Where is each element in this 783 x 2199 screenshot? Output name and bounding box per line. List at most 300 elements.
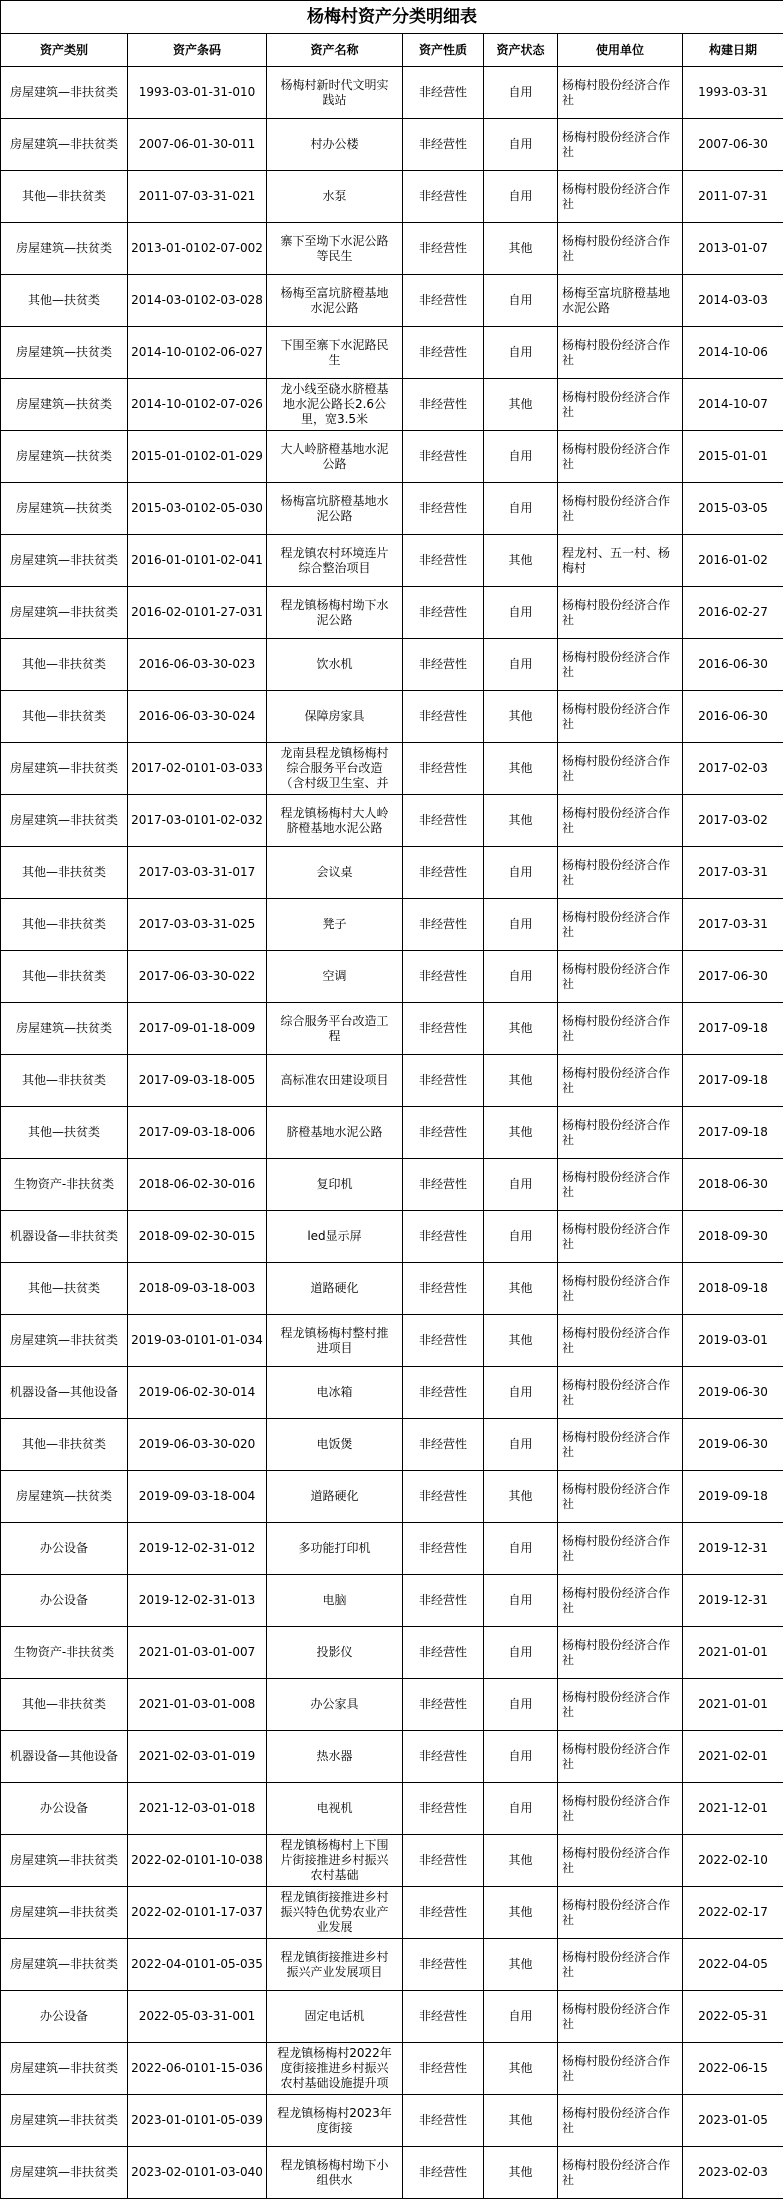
cell-status: 自用 [484,1731,558,1783]
cell-unit: 杨梅村股份经济合作社 [558,1679,683,1731]
table-row[interactable] [1,2043,783,2095]
table-row[interactable] [1,431,783,483]
cell-category: 其他—非扶贫类 [1,951,128,1003]
cell-name: 下围至寨下水泥路民生 [267,327,403,379]
cell-name: 饮水机 [267,639,403,691]
table-row[interactable] [1,1835,783,1887]
cell-unit: 杨梅村股份经济合作社 [558,847,683,899]
cell-status: 其他 [484,691,558,743]
cell-unit: 杨梅村股份经济合作社 [558,1471,683,1523]
cell-name: 电冰箱 [267,1367,403,1419]
cell-date: 2019-12-31 [683,1523,783,1575]
cell-category: 房屋建筑—非扶贫类 [1,1315,128,1367]
cell-category: 办公设备 [1,1523,128,1575]
cell-nature: 非经营性 [403,2043,484,2095]
cell-barcode: 2014-10-0102-06-027 [128,327,267,379]
cell-name: 电脑 [267,1575,403,1627]
cell-date: 2021-01-01 [683,1679,783,1731]
cell-status: 自用 [484,275,558,327]
cell-nature: 非经营性 [403,1055,484,1107]
table-row[interactable] [1,1471,783,1523]
cell-unit: 杨梅村股份经济合作社 [558,327,683,379]
cell-barcode: 2016-06-03-30-023 [128,639,267,691]
cell-nature: 非经营性 [403,1627,484,1679]
cell-name: 程龙镇杨梅村大人岭脐橙基地水泥公路 [267,795,403,847]
cell-date: 2017-09-18 [683,1107,783,1159]
cell-name: 凳子 [267,899,403,951]
cell-unit: 杨梅村股份经济合作社 [558,1003,683,1055]
column-header-status[interactable]: 资产状态 [484,34,558,67]
cell-name: 电饭煲 [267,1419,403,1471]
cell-date: 2023-01-05 [683,2095,783,2147]
cell-unit: 杨梅村股份经济合作社 [558,1367,683,1419]
cell-nature: 非经营性 [403,1523,484,1575]
cell-barcode: 2011-07-03-31-021 [128,171,267,223]
column-header-barcode[interactable]: 资产条码 [128,34,267,67]
table-row[interactable] [1,1419,783,1471]
table-row[interactable] [1,1211,783,1263]
cell-name: 程龙镇街接推进乡村振兴产业发展项目 [267,1939,403,1991]
cell-category: 房屋建筑—非扶贫类 [1,1835,128,1887]
table-row[interactable] [1,1783,783,1835]
cell-name: 程龙镇杨梅村整村推进项目 [267,1315,403,1367]
cell-barcode: 2016-02-0101-27-031 [128,587,267,639]
cell-date: 2019-06-30 [683,1419,783,1471]
cell-status: 其他 [484,2147,558,2199]
cell-barcode: 2021-12-03-01-018 [128,1783,267,1835]
cell-nature: 非经营性 [403,1575,484,1627]
cell-barcode: 2022-02-0101-10-038 [128,1835,267,1887]
cell-barcode: 2014-03-0102-03-028 [128,275,267,327]
cell-nature: 非经营性 [403,587,484,639]
cell-category: 房屋建筑—非扶贫类 [1,1939,128,1991]
cell-nature: 非经营性 [403,639,484,691]
cell-unit: 杨梅村股份经济合作社 [558,1835,683,1887]
cell-category: 房屋建筑—非扶贫类 [1,795,128,847]
cell-category: 房屋建筑—非扶贫类 [1,2043,128,2095]
cell-barcode: 2017-02-0101-03-033 [128,743,267,795]
cell-nature: 非经营性 [403,1887,484,1939]
cell-name: led显示屏 [267,1211,403,1263]
cell-unit: 杨梅村股份经济合作社 [558,2043,683,2095]
cell-unit: 杨梅村股份经济合作社 [558,431,683,483]
cell-unit: 杨梅村股份经济合作社 [558,1055,683,1107]
cell-category: 生物资产-非扶贫类 [1,1159,128,1211]
cell-status: 自用 [484,327,558,379]
cell-date: 2019-03-01 [683,1315,783,1367]
cell-name: 杨梅村新时代文明实践站 [267,67,403,119]
cell-category: 房屋建筑—扶贫类 [1,1003,128,1055]
table-row[interactable] [1,743,783,795]
cell-unit: 杨梅村股份经济合作社 [558,1991,683,2043]
cell-nature: 非经营性 [403,743,484,795]
cell-nature: 非经营性 [403,67,484,119]
table-row[interactable] [1,327,783,379]
cell-date: 2017-03-02 [683,795,783,847]
cell-status: 其他 [484,795,558,847]
cell-status: 自用 [484,1991,558,2043]
cell-unit: 杨梅村股份经济合作社 [558,1159,683,1211]
cell-unit: 杨梅村股份经济合作社 [558,1263,683,1315]
cell-date: 2014-10-06 [683,327,783,379]
table-row[interactable] [1,483,783,535]
cell-category: 房屋建筑—非扶贫类 [1,587,128,639]
cell-date: 2015-01-01 [683,431,783,483]
cell-status: 其他 [484,1939,558,1991]
cell-barcode: 2016-01-0101-02-041 [128,535,267,587]
cell-category: 生物资产-非扶贫类 [1,1627,128,1679]
table-row[interactable] [1,171,783,223]
cell-category: 办公设备 [1,1783,128,1835]
cell-name: 热水器 [267,1731,403,1783]
cell-nature: 非经营性 [403,535,484,587]
table-row[interactable] [1,1887,783,1939]
cell-barcode: 2015-03-0102-05-030 [128,483,267,535]
cell-nature: 非经营性 [403,951,484,1003]
table-row[interactable] [1,1627,783,1679]
cell-barcode: 2021-01-03-01-007 [128,1627,267,1679]
cell-barcode: 2014-10-0102-07-026 [128,379,267,431]
cell-name: 会议桌 [267,847,403,899]
cell-nature: 非经营性 [403,2095,484,2147]
table-row[interactable] [1,67,783,119]
cell-date: 2013-01-07 [683,223,783,275]
cell-unit: 杨梅村股份经济合作社 [558,1523,683,1575]
cell-date: 2017-06-30 [683,951,783,1003]
cell-category: 房屋建筑—扶贫类 [1,1471,128,1523]
cell-unit: 杨梅村股份经济合作社 [558,483,683,535]
cell-unit: 杨梅村股份经济合作社 [558,1627,683,1679]
cell-date: 2023-02-03 [683,2147,783,2199]
column-header-date[interactable]: 构建日期 [683,34,783,67]
cell-name: 寨下至坳下水泥公路等民生 [267,223,403,275]
cell-status: 其他 [484,1471,558,1523]
cell-barcode: 2015-01-0102-01-029 [128,431,267,483]
cell-status: 其他 [484,1835,558,1887]
cell-unit: 杨梅村股份经济合作社 [558,1939,683,1991]
cell-barcode: 2017-09-01-18-009 [128,1003,267,1055]
cell-nature: 非经营性 [403,223,484,275]
cell-category: 其他—非扶贫类 [1,171,128,223]
cell-barcode: 2019-06-03-30-020 [128,1419,267,1471]
cell-status: 其他 [484,2095,558,2147]
table-row[interactable] [1,587,783,639]
cell-name: 水泵 [267,171,403,223]
cell-barcode: 2019-09-03-18-004 [128,1471,267,1523]
cell-date: 2016-06-30 [683,639,783,691]
cell-date: 2019-09-18 [683,1471,783,1523]
table-row[interactable] [1,899,783,951]
cell-unit: 杨梅村股份经济合作社 [558,951,683,1003]
cell-status: 自用 [484,1575,558,1627]
cell-date: 2022-02-17 [683,1887,783,1939]
cell-category: 其他—扶贫类 [1,1263,128,1315]
column-header-name[interactable]: 资产名称 [267,34,403,67]
cell-category: 其他—非扶贫类 [1,1419,128,1471]
cell-status: 其他 [484,1003,558,1055]
cell-barcode: 2017-03-03-31-017 [128,847,267,899]
table-row[interactable] [1,1003,783,1055]
cell-category: 房屋建筑—非扶贫类 [1,67,128,119]
cell-category: 机器设备—非扶贫类 [1,1211,128,1263]
cell-unit: 杨梅村股份经济合作社 [558,119,683,171]
cell-barcode: 2018-06-02-30-016 [128,1159,267,1211]
cell-barcode: 2021-01-03-01-008 [128,1679,267,1731]
cell-category: 房屋建筑—非扶贫类 [1,119,128,171]
cell-date: 2018-09-30 [683,1211,783,1263]
cell-unit: 杨梅村股份经济合作社 [558,1107,683,1159]
cell-status: 自用 [484,1367,558,1419]
cell-category: 办公设备 [1,1991,128,2043]
cell-date: 2021-02-01 [683,1731,783,1783]
cell-nature: 非经营性 [403,1731,484,1783]
cell-name: 多功能打印机 [267,1523,403,1575]
cell-unit: 杨梅村股份经济合作社 [558,1575,683,1627]
cell-barcode: 2018-09-02-30-015 [128,1211,267,1263]
cell-category: 机器设备—其他设备 [1,1731,128,1783]
cell-unit: 杨梅村股份经济合作社 [558,691,683,743]
table-row[interactable] [1,639,783,691]
table-row[interactable] [1,1939,783,1991]
cell-status: 自用 [484,1783,558,1835]
cell-nature: 非经营性 [403,691,484,743]
table-row[interactable] [1,1315,783,1367]
cell-nature: 非经营性 [403,1263,484,1315]
cell-unit: 杨梅村股份经济合作社 [558,1887,683,1939]
cell-barcode: 2017-03-03-31-025 [128,899,267,951]
cell-barcode: 2019-06-02-30-014 [128,1367,267,1419]
cell-unit: 杨梅村股份经济合作社 [558,223,683,275]
cell-nature: 非经营性 [403,1315,484,1367]
cell-date: 2018-09-18 [683,1263,783,1315]
table-row[interactable] [1,1107,783,1159]
cell-name: 道路硬化 [267,1263,403,1315]
cell-category: 房屋建筑—扶贫类 [1,431,128,483]
cell-nature: 非经营性 [403,1471,484,1523]
cell-name: 程龙镇杨梅村坳下小组供水 [267,2147,403,2199]
cell-date: 2011-07-31 [683,171,783,223]
cell-status: 自用 [484,951,558,1003]
cell-category: 房屋建筑—非扶贫类 [1,743,128,795]
cell-name: 综合服务平台改造工程 [267,1003,403,1055]
cell-status: 其他 [484,223,558,275]
cell-nature: 非经营性 [403,795,484,847]
table-row[interactable] [1,1991,783,2043]
cell-nature: 非经营性 [403,1211,484,1263]
cell-category: 其他—非扶贫类 [1,1679,128,1731]
cell-unit: 杨梅村股份经济合作社 [558,899,683,951]
cell-nature: 非经营性 [403,379,484,431]
cell-status: 自用 [484,639,558,691]
cell-unit: 杨梅村股份经济合作社 [558,1211,683,1263]
cell-unit: 杨梅村股份经济合作社 [558,1731,683,1783]
cell-nature: 非经营性 [403,431,484,483]
cell-date: 2019-12-31 [683,1575,783,1627]
cell-nature: 非经营性 [403,899,484,951]
cell-nature: 非经营性 [403,1835,484,1887]
cell-category: 其他—扶贫类 [1,275,128,327]
column-header-nature[interactable]: 资产性质 [403,34,484,67]
cell-name: 脐橙基地水泥公路 [267,1107,403,1159]
cell-nature: 非经营性 [403,1679,484,1731]
cell-category: 其他—扶贫类 [1,1107,128,1159]
cell-category: 其他—非扶贫类 [1,899,128,951]
table-row[interactable] [1,1367,783,1419]
cell-barcode: 2019-03-0101-01-034 [128,1315,267,1367]
cell-date: 2016-02-27 [683,587,783,639]
cell-name: 道路硬化 [267,1471,403,1523]
cell-status: 自用 [484,67,558,119]
cell-barcode: 2017-09-03-18-006 [128,1107,267,1159]
cell-date: 2016-01-02 [683,535,783,587]
cell-date: 2018-06-30 [683,1159,783,1211]
cell-nature: 非经营性 [403,275,484,327]
table-row[interactable] [1,275,783,327]
cell-category: 房屋建筑—扶贫类 [1,223,128,275]
cell-name: 程龙镇杨梅村上下围片街接推进乡村振兴农村基础 [267,1835,403,1887]
cell-date: 2022-04-05 [683,1939,783,1991]
cell-date: 2022-05-31 [683,1991,783,2043]
cell-nature: 非经营性 [403,1783,484,1835]
table-row[interactable] [1,2147,783,2199]
cell-date: 2014-10-07 [683,379,783,431]
cell-unit: 杨梅村股份经济合作社 [558,171,683,223]
cell-category: 房屋建筑—扶贫类 [1,379,128,431]
cell-status: 自用 [484,587,558,639]
column-header-unit[interactable]: 使用单位 [558,34,683,67]
cell-barcode: 2017-06-03-30-022 [128,951,267,1003]
table-row[interactable] [1,1159,783,1211]
cell-status: 其他 [484,379,558,431]
cell-name: 龙小线至硗水脐橙基地水泥公路长2.6公里，宽3.5米 [267,379,403,431]
table-row[interactable] [1,1731,783,1783]
table-row[interactable] [1,1055,783,1107]
cell-date: 2017-03-31 [683,899,783,951]
cell-barcode: 2007-06-01-30-011 [128,119,267,171]
cell-name: 投影仪 [267,1627,403,1679]
table-row[interactable] [1,1575,783,1627]
cell-name: 程龙镇杨梅村2022年度街接推进乡村振兴农村基础设施提升项 [267,2043,403,2095]
cell-status: 自用 [484,1679,558,1731]
cell-name: 空调 [267,951,403,1003]
cell-name: 龙南县程龙镇杨梅村综合服务平台改造（含村级卫生室、并 [267,743,403,795]
cell-date: 2021-12-01 [683,1783,783,1835]
table-row[interactable] [1,223,783,275]
cell-nature: 非经营性 [403,1991,484,2043]
cell-date: 2017-02-03 [683,743,783,795]
cell-date: 2019-06-30 [683,1367,783,1419]
table-row[interactable] [1,951,783,1003]
cell-unit: 杨梅村股份经济合作社 [558,1783,683,1835]
cell-barcode: 2023-01-0101-05-039 [128,2095,267,2147]
cell-name: 高标准农田建设项目 [267,1055,403,1107]
cell-barcode: 2018-09-03-18-003 [128,1263,267,1315]
cell-status: 其他 [484,1315,558,1367]
cell-barcode: 2017-09-03-18-005 [128,1055,267,1107]
cell-status: 自用 [484,1159,558,1211]
cell-category: 其他—非扶贫类 [1,1055,128,1107]
table-title: 杨梅村资产分类明细表 [1,1,783,34]
cell-barcode: 1993-03-01-31-010 [128,67,267,119]
cell-name: 程龙镇农村环境连片综合整治项目 [267,535,403,587]
cell-status: 自用 [484,171,558,223]
cell-unit: 杨梅村股份经济合作社 [558,379,683,431]
cell-category: 其他—非扶贫类 [1,691,128,743]
table-row[interactable] [1,691,783,743]
cell-barcode: 2016-06-03-30-024 [128,691,267,743]
cell-status: 自用 [484,431,558,483]
cell-status: 其他 [484,1263,558,1315]
cell-status: 其他 [484,1107,558,1159]
cell-date: 2021-01-01 [683,1627,783,1679]
cell-nature: 非经营性 [403,1003,484,1055]
cell-category: 房屋建筑—非扶贫类 [1,1887,128,1939]
cell-name: 杨梅至富坑脐橙基地水泥公路 [267,275,403,327]
cell-date: 2017-03-31 [683,847,783,899]
table-row[interactable] [1,119,783,171]
cell-status: 自用 [484,1211,558,1263]
table-row[interactable] [1,2095,783,2147]
table-row[interactable] [1,1523,783,1575]
cell-barcode: 2013-01-0102-07-002 [128,223,267,275]
cell-date: 2007-06-30 [683,119,783,171]
cell-name: 办公家具 [267,1679,403,1731]
cell-name: 大人岭脐橙基地水泥公路 [267,431,403,483]
table-row[interactable] [1,1679,783,1731]
cell-barcode: 2021-02-03-01-019 [128,1731,267,1783]
cell-unit: 杨梅至富坑脐橙基地水泥公路 [558,275,683,327]
cell-name: 杨梅富坑脐橙基地水泥公路 [267,483,403,535]
cell-date: 2017-09-18 [683,1003,783,1055]
cell-unit: 杨梅村股份经济合作社 [558,2095,683,2147]
cell-status: 其他 [484,1055,558,1107]
cell-barcode: 2019-12-02-31-012 [128,1523,267,1575]
cell-category: 房屋建筑—非扶贫类 [1,535,128,587]
cell-date: 2022-06-15 [683,2043,783,2095]
table-row[interactable] [1,847,783,899]
cell-name: 程龙镇街接推进乡村振兴特色优势农业产业发展 [267,1887,403,1939]
cell-unit: 杨梅村股份经济合作社 [558,1419,683,1471]
cell-category: 房屋建筑—非扶贫类 [1,2147,128,2199]
column-header-category[interactable]: 资产类别 [1,34,128,67]
cell-date: 2014-03-03 [683,275,783,327]
cell-date: 1993-03-31 [683,67,783,119]
cell-status: 其他 [484,2043,558,2095]
cell-category: 其他—非扶贫类 [1,639,128,691]
cell-category: 房屋建筑—非扶贫类 [1,2095,128,2147]
cell-date: 2022-02-10 [683,1835,783,1887]
cell-nature: 非经营性 [403,327,484,379]
cell-date: 2016-06-30 [683,691,783,743]
cell-status: 自用 [484,847,558,899]
table-row[interactable] [1,535,783,587]
cell-name: 固定电话机 [267,1991,403,2043]
cell-unit: 杨梅村股份经济合作社 [558,2147,683,2199]
table-row[interactable] [1,379,783,431]
cell-category: 机器设备—其他设备 [1,1367,128,1419]
cell-name: 程龙镇杨梅村坳下水泥公路 [267,587,403,639]
cell-status: 其他 [484,743,558,795]
table-row[interactable] [1,1263,783,1315]
cell-name: 程龙镇杨梅村2023年度街接 [267,2095,403,2147]
cell-barcode: 2022-05-03-31-001 [128,1991,267,2043]
cell-date: 2015-03-05 [683,483,783,535]
cell-unit: 杨梅村股份经济合作社 [558,67,683,119]
cell-nature: 非经营性 [403,1939,484,1991]
table-row[interactable] [1,795,783,847]
cell-unit: 杨梅村股份经济合作社 [558,743,683,795]
cell-status: 自用 [484,1419,558,1471]
